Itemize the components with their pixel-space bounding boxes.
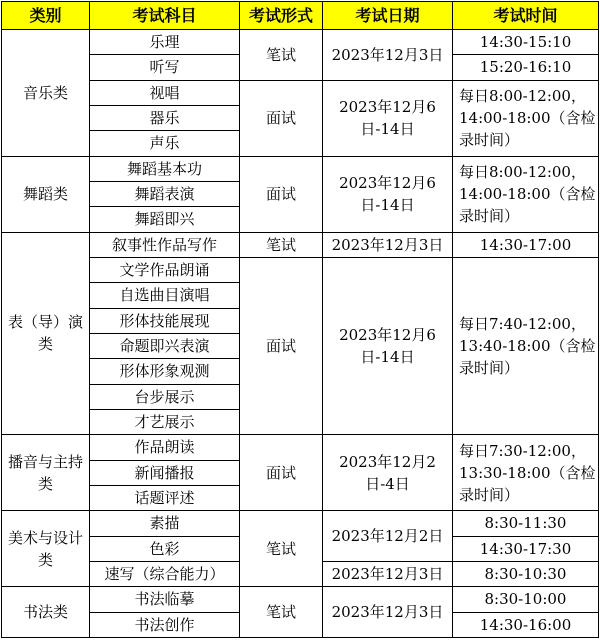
exam-schedule-table <box>1 1 599 638</box>
table-row <box>2 232 599 257</box>
subject-cell: 器乐 <box>90 105 240 130</box>
format-cell: 笔试 <box>240 30 323 81</box>
subject-cell: 素描 <box>90 511 240 536</box>
table-row <box>2 80 599 105</box>
format-cell: 面试 <box>240 80 323 156</box>
subject-cell: 话题评述 <box>90 485 240 510</box>
header-date: 考试日期 <box>323 2 453 30</box>
subject-cell: 文学作品朗诵 <box>90 257 240 282</box>
category-acting: 表（导）演类 <box>2 232 90 435</box>
date-cell: 2023年12月2日-4日 <box>323 435 453 511</box>
header-format: 考试形式 <box>240 2 323 30</box>
category-art: 美术与设计类 <box>2 511 90 587</box>
date-cell: 2023年12月3日 <box>323 561 453 586</box>
subject-cell: 新闻播报 <box>90 460 240 485</box>
subject-cell: 命题即兴表演 <box>90 333 240 358</box>
subject-cell: 自选曲目演唱 <box>90 283 240 308</box>
format-cell: 笔试 <box>240 587 323 638</box>
table-row <box>2 435 599 460</box>
subject-cell: 声乐 <box>90 131 240 156</box>
subject-cell: 舞蹈表演 <box>90 181 240 206</box>
subject-cell: 听写 <box>90 55 240 80</box>
header-subject: 考试科目 <box>90 2 240 30</box>
date-cell: 2023年12月6日-14日 <box>323 257 453 434</box>
time-cell: 14:30-17:00 <box>453 232 599 257</box>
subject-cell: 形体形象观测 <box>90 359 240 384</box>
subject-cell: 舞蹈即兴 <box>90 207 240 232</box>
header-category: 类别 <box>2 2 90 30</box>
header-time: 考试时间 <box>453 2 599 30</box>
date-cell: 2023年12月2日 <box>323 511 453 562</box>
table-row <box>2 511 599 536</box>
time-cell: 8:30-10:00 <box>453 587 599 612</box>
time-cell: 14:30-17:30 <box>453 536 599 561</box>
time-cell: 8:30-11:30 <box>453 511 599 536</box>
format-cell: 面试 <box>240 156 323 232</box>
table-row <box>2 257 599 282</box>
format-cell: 笔试 <box>240 511 323 587</box>
time-cell: 每日8:00-12:00，14:00-18:00（含检录时间） <box>453 156 599 232</box>
time-cell: 每日8:00-12:00，14:00-18:00（含检录时间） <box>453 80 599 156</box>
date-cell: 2023年12月3日 <box>323 232 453 257</box>
subject-cell: 视唱 <box>90 80 240 105</box>
subject-cell: 台步展示 <box>90 384 240 409</box>
time-cell: 8:30-10:30 <box>453 561 599 586</box>
format-cell: 笔试 <box>240 232 323 257</box>
date-cell: 2023年12月3日 <box>323 30 453 81</box>
format-cell: 面试 <box>240 435 323 511</box>
date-cell: 2023年12月3日 <box>323 587 453 638</box>
subject-cell: 舞蹈基本功 <box>90 156 240 181</box>
time-cell: 每日7:30-12:00，13:30-18:00（含检录时间） <box>453 435 599 511</box>
subject-cell: 速写（综合能力） <box>90 561 240 586</box>
time-cell: 14:30-16:00 <box>453 612 599 637</box>
table-row <box>2 587 599 612</box>
date-cell: 2023年12月6日-14日 <box>323 156 453 232</box>
category-calligraphy: 书法类 <box>2 587 90 638</box>
format-cell: 面试 <box>240 257 323 434</box>
date-cell: 2023年12月6日-14日 <box>323 80 453 156</box>
header-row <box>2 2 599 30</box>
category-music: 音乐类 <box>2 30 90 157</box>
subject-cell: 书法创作 <box>90 612 240 637</box>
subject-cell: 色彩 <box>90 536 240 561</box>
category-dance: 舞蹈类 <box>2 156 90 232</box>
table-row <box>2 30 599 55</box>
subject-cell: 形体技能展现 <box>90 308 240 333</box>
time-cell: 14:30-15:10 <box>453 30 599 55</box>
subject-cell: 作品朗读 <box>90 435 240 460</box>
table-row <box>2 156 599 181</box>
subject-cell: 书法临摹 <box>90 587 240 612</box>
time-cell: 每日7:40-12:00，13:40-18:00（含检录时间） <box>453 257 599 434</box>
subject-cell: 叙事性作品写作 <box>90 232 240 257</box>
category-broadcast: 播音与主持类 <box>2 435 90 511</box>
subject-cell: 才艺展示 <box>90 409 240 434</box>
time-cell: 15:20-16:10 <box>453 55 599 80</box>
subject-cell: 乐理 <box>90 30 240 55</box>
